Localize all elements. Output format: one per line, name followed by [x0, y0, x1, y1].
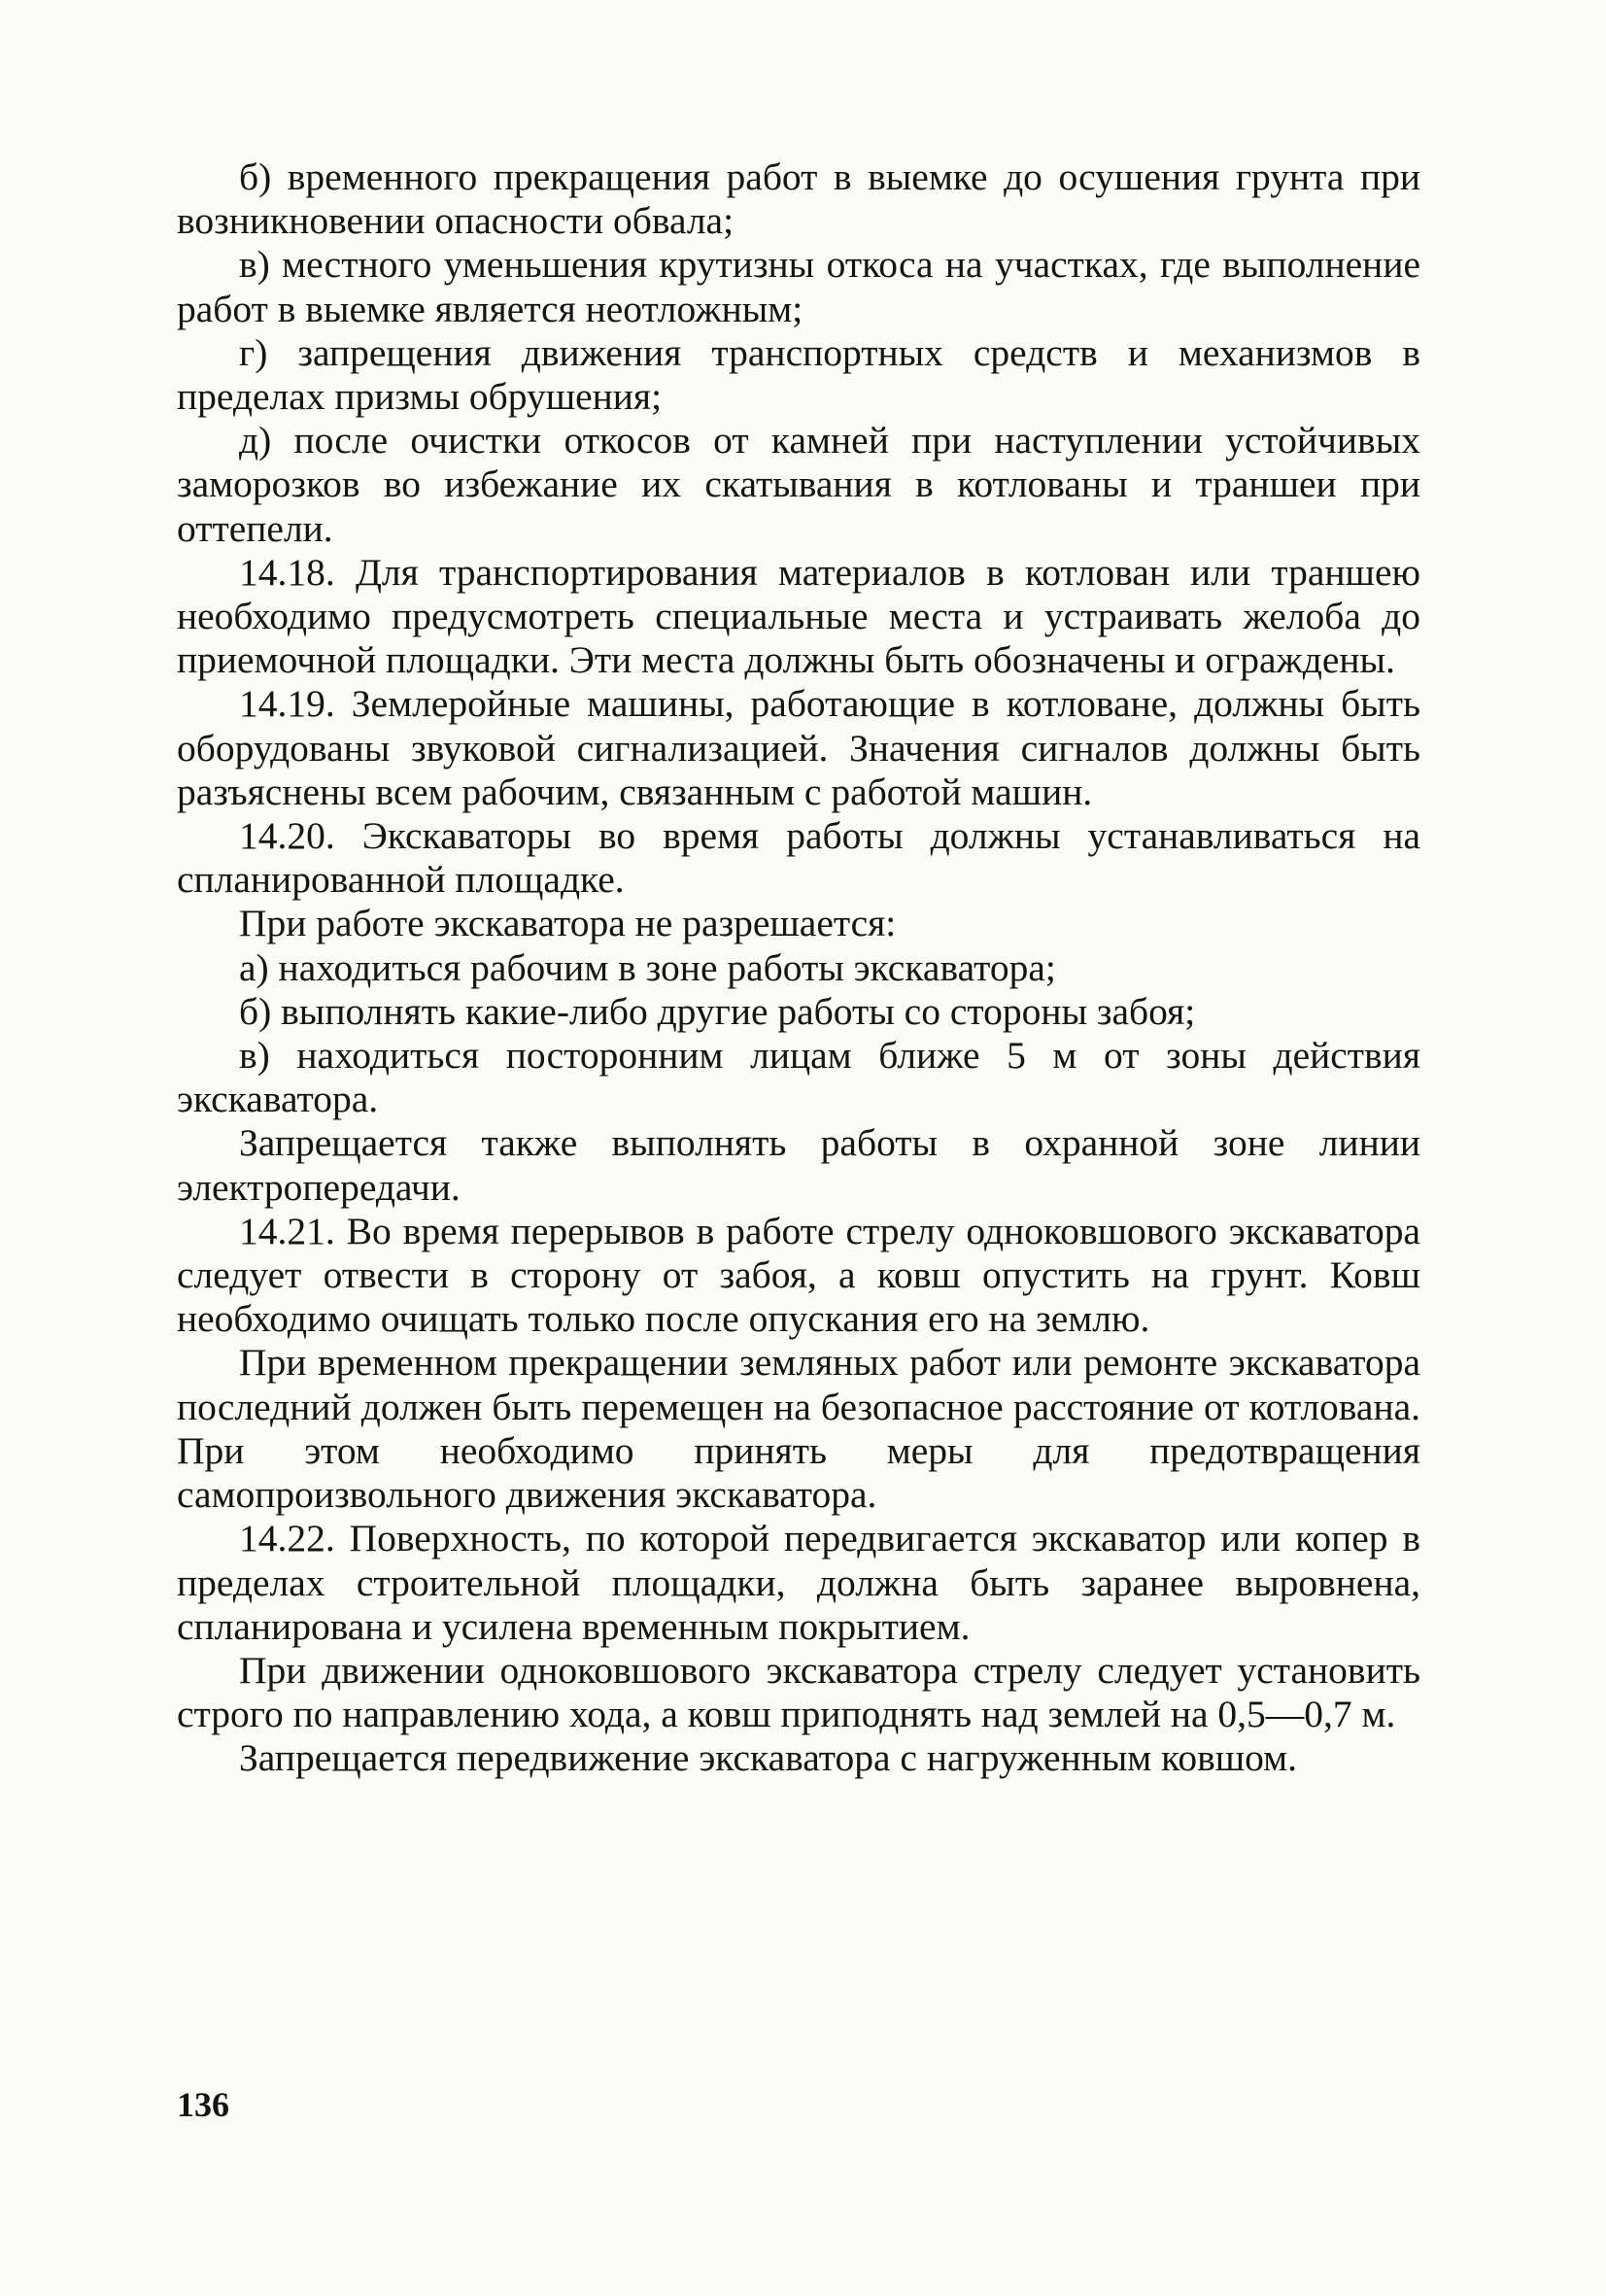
paragraph-v-slope-reduction: в) местного уменьшения крутизны откоса на участках, где выполнение работ в выемке является неотложным; — [177, 243, 1420, 330]
paragraph-b-other-works: б) выполнять какие-либо другие работы со стороны забоя; — [239, 989, 1196, 1033]
page-number: 136 — [177, 2085, 229, 2124]
paragraph-b-temporary-stop: б) временного прекращения работ в выемке до осушения грунта при возникновении опасности обвала; — [177, 155, 1420, 243]
paragraph-d-slope-cleaning: д) после очистки откосов от камней при наступлении устойчивых заморозков во избежание их скатывания в котлованы и траншеи при оттепели. — [177, 419, 1420, 550]
paragraph-power-line-zone: Запрещается также выполнять работы в охранной зоне линии электропередачи. — [177, 1121, 1420, 1209]
paragraph-14-19: 14.19. Землеройные машины, работающие в котловане, должны быть оборудованы звуковой сигнализацией. Значения сигналов должны быть разъяснены всем рабочим, связанным с работой машин. — [177, 682, 1420, 813]
paragraph-a-workers-zone: а) находиться рабочим в зоне работы экскаватора; — [239, 945, 1056, 989]
paragraph-14-21: 14.21. Во время перерывов в работе стрелу одноковшового экскаватора следует отвести в сторону от забоя, а ковш опустить на грунт. Ковш необходимо очищать только после опускания его на землю. — [177, 1209, 1420, 1341]
paragraph-v-outsiders-distance: в) находиться посторонним лицам ближе 5 м от зоны действия экскаватора. — [177, 1034, 1420, 1121]
paragraph-14-20: 14.20. Экскаваторы во время работы должны устанавливаться на спланированной площадке. — [177, 814, 1420, 902]
body-text — [177, 155, 1420, 1781]
paragraph-14-22: 14.22. Поверхность, по которой передвигается экскаватор или копер в пределах строительной площадки, должна быть заранее выровнена, спланирована и усилена временным покрытием. — [177, 1517, 1420, 1648]
paragraph-g-traffic-ban: г) запрещения движения транспортных средств и механизмов в пределах призмы обрушения; — [177, 330, 1420, 419]
paragraph-excavator-prohibitions-intro: При работе экскаватора не разрешается: — [239, 902, 897, 945]
paragraph-14-18: 14.18. Для транспортирования материалов в котлован или траншею необходимо предусмотреть специальные места и устраивать желоба до приемочной площадки. Эти места должны быть обозначены и ограждены. — [177, 550, 1420, 682]
paragraph-loaded-bucket-ban: Запрещается передвижение экскаватора с нагруженным ковшом. — [239, 1736, 1298, 1780]
paragraph-excavator-repair: При временном прекращении земляных работ или ремонте экскаватора последний должен быть перемещен на безопасное расстояние от котлована. При этом необходимо принять меры для предотвращения самопроизвольного движения экскаватора. — [177, 1341, 1420, 1517]
paragraph-excavator-movement: При движении одноковшового экскаватора стрелу следует установить строго по направлению хода, а ковш приподнять над землей на 0,5—0,7 м. — [177, 1648, 1420, 1736]
